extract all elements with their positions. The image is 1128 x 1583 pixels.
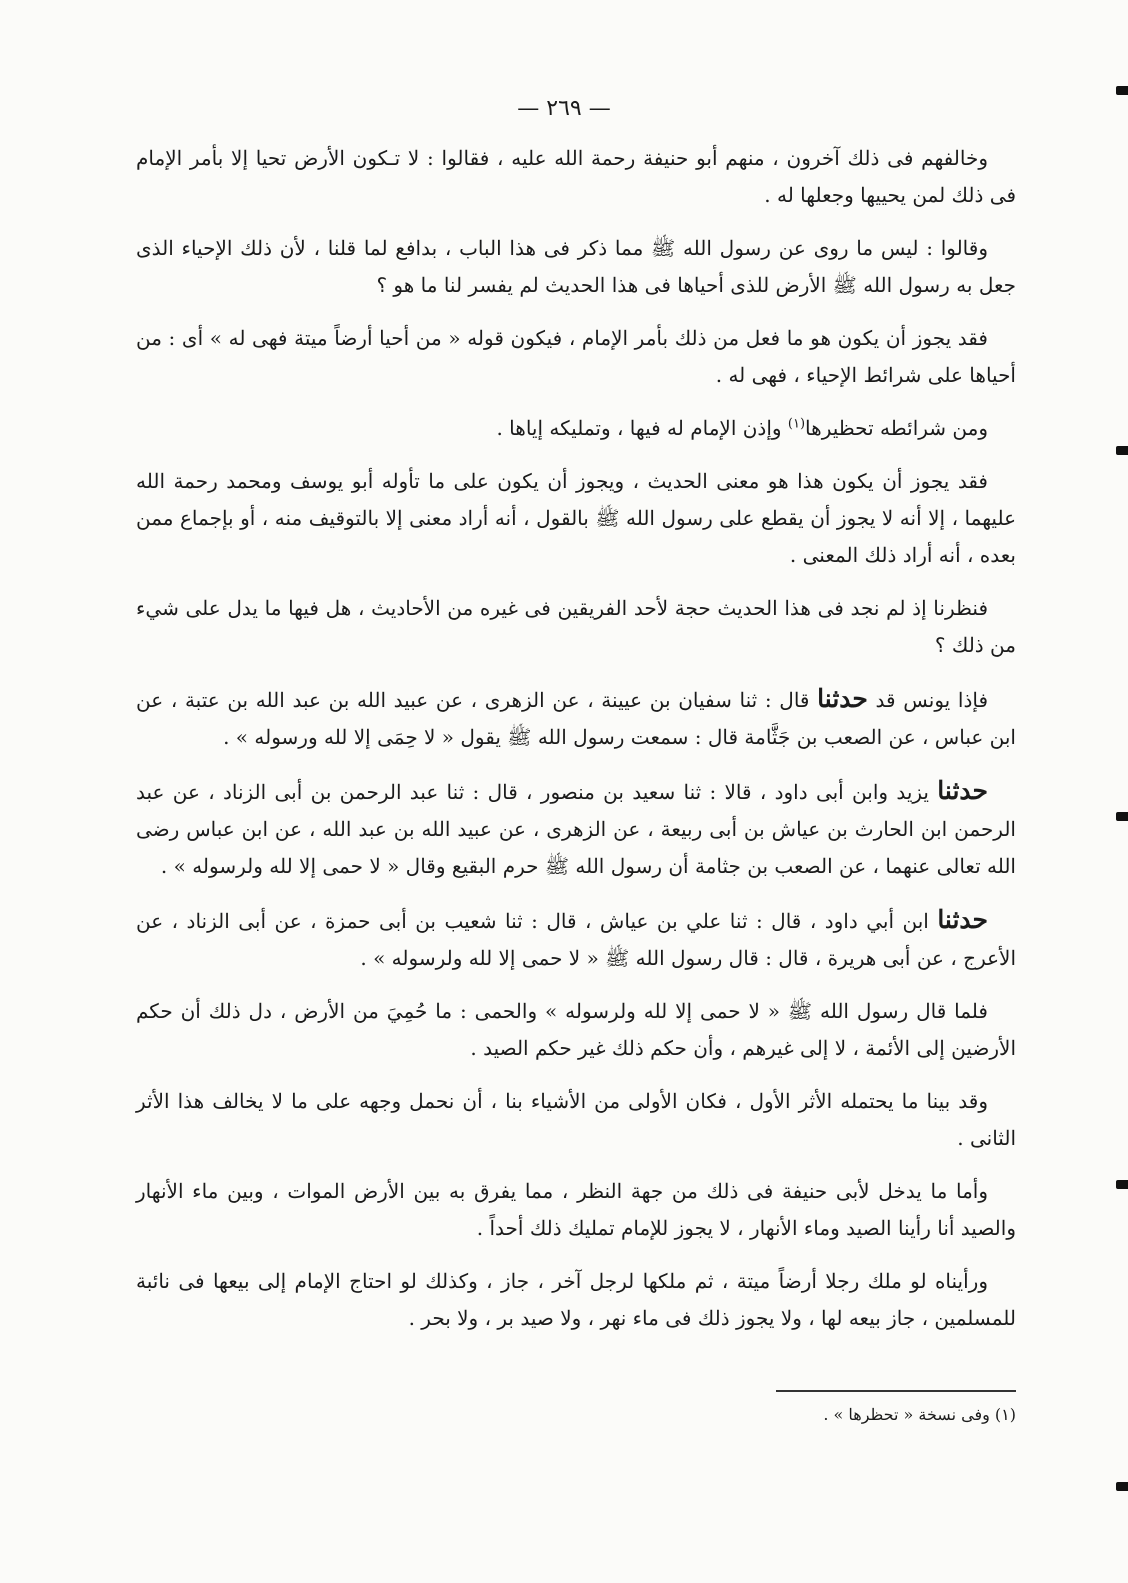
footnote-divider <box>776 1390 1016 1392</box>
scan-edge-mark <box>1116 446 1128 455</box>
paragraph-13: ورأيناه لو ملك رجلا أرضاً ميتة ، ثم ملكها لرجل آخر ، جاز ، وكذلك لو احتاج الإمام إلى بيعها فى نائبة للمسلمين ، جاز بيعه لها ، ولا يجوز ذلك فى ماء نهر ، ولا صيد بر ، ولا بحر . <box>136 1269 1016 1330</box>
page-number: — ٢٦٩ — <box>517 96 611 121</box>
paragraph-4-rest: وإذن الإمام له فيها ، وتمليكه إياها . <box>496 416 782 440</box>
paragraph-7-rest: قال : ثنا سفيان بن عيينة ، عن الزهرى ، عن عبيد الله بن عبد الله بن عتبة ، عن ابن عباس ، عن الصعب بن جَثَّامة قال : سمعت رسول الله ﷺ يقول « لا حِمَى إلا لله ورسوله » . <box>136 688 1016 749</box>
paragraph-9-rest: ابن أبي داود ، قال : ثنا علي بن عياش ، قال : ثنا شعيب بن أبى حمزة ، عن أبى الزناد ، عن الأعرج ، عن أبى هريرة ، قال : قال رسول الله ﷺ « لا حمى إلا لله ولرسوله » . <box>136 909 1016 970</box>
paragraph-10: فلما قال رسول الله ﷺ « لا حمى إلا لله ولرسوله » والحمى : ما حُمِيَ من الأرض ، دل ذلك أن حكم الأرضين إلى الأئمة ، لا إلى غيرهم ، وأن حكم ذلك غير حكم الصيد . <box>136 999 1016 1060</box>
paragraph-11: وقد بينا ما يحتمله الأثر الأول ، فكان الأولى من الأشياء بنا ، أن نحمل وجهه على ما لا يخالف هذا الأثر الثانى . <box>136 1089 1016 1150</box>
haddathana-heading: حدثنا <box>937 776 988 805</box>
footnote-marker: (١) <box>787 416 806 432</box>
paragraph-9 <box>136 901 1016 977</box>
scan-edge-mark <box>1116 1180 1128 1189</box>
paragraph-7-lead: فإذا يونس قد <box>875 688 989 712</box>
paragraph-5: فقد يجوز أن يكون هذا هو معنى الحديث ، ويجوز أن يكون على ما تأوله أبو يوسف ومحمد رحمة الله عليهما ، إلا أنه لا يجوز أن يقطع على رسول الله ﷺ بالقول ، أنه أراد معنى إلا بالتوقيف منه ، أو بإجماع ممن بعده ، أنه أراد ذلك المعنى . <box>136 469 1016 567</box>
paragraph-7 <box>136 680 1016 756</box>
paragraph-6: فنظرنا إذ لم نجد فى هذا الحديث حجة لأحد الفريقين فى غيره من الأحاديث ، هل فيها ما يدل على شيء من ذلك ؟ <box>136 596 1016 657</box>
main-text <box>136 140 1016 1353</box>
scan-edge-mark <box>1116 812 1128 821</box>
paragraph-8 <box>136 772 1016 885</box>
paragraph-4 <box>136 410 1016 447</box>
haddathana-heading: حدثنا <box>937 905 989 934</box>
paragraph-2: وقالوا : ليس ما روى عن رسول الله ﷺ مما ذكر فى هذا الباب ، بدافع لما قلنا ، لأن ذلك الإحياء الذى جعل به رسول الله ﷺ الأرض للذى أحياها فى هذا الحديث لم يفسر لنا ما هو ؟ <box>136 236 1016 297</box>
paragraph-8-rest: يزيد وابن أبى داود ، قالا : ثنا سعيد بن منصور ، قال : ثنا عبد الرحمن بن أبى الزناد ، عن عبد الرحمن ابن الحارث بن عياش بن أبى ربيعة ، عن الزهرى ، عن عبيد الله بن عبد الله ، عن ابن عباس رضى الله تعالى عنهما ، عن الصعب بن جثامة أن رسول الله ﷺ حرم البقيع وقال « لا حمى إلا لله ولرسوله » . <box>136 780 1016 878</box>
scan-edge-mark <box>1116 86 1128 95</box>
haddathana-heading: حدثنا <box>817 684 868 713</box>
paragraph-3: فقد يجوز أن يكون هو ما فعل من ذلك بأمر الإمام ، فيكون قوله « من أحيا أرضاً ميتة فهى له » أى : من أحياها على شرائط الإحياء ، فهى له . <box>136 326 1016 387</box>
scan-edge-mark <box>1116 1482 1128 1491</box>
paragraph-12: وأما ما يدخل لأبى حنيفة فى ذلك من جهة النظر ، مما يفرق به بين الأرض الموات ، وبين ماء الأنهار والصيد أنا رأينا الصيد وماء الأنهار ، لا يجوز للإمام تمليك ذلك أحداً . <box>136 1179 1016 1240</box>
paragraph-1: وخالفهم فى ذلك آخرون ، منهم أبو حنيفة رحمة الله عليه ، فقالوا : لا تـكون الأرض تحيا إلا بأمر الإمام فى ذلك لمن يحييها وجعلها له . <box>136 146 1016 207</box>
footnote: (١) وفى نسخة « تحظرها » . <box>823 1405 1016 1424</box>
paragraph-4-lead: ومن شرائطه تحظيرها <box>805 416 988 440</box>
